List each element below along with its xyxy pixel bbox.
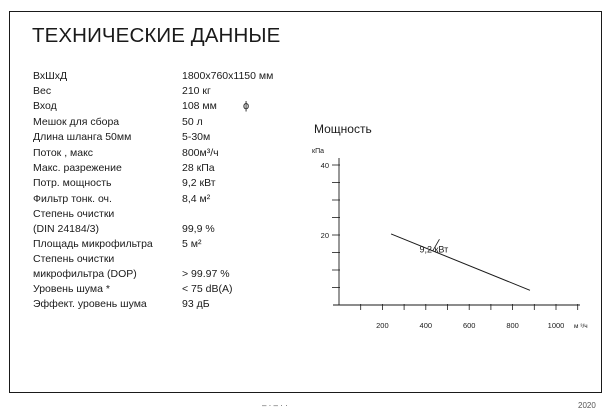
spec-label: Площадь микрофильтра [33,238,153,250]
power-chart [300,140,600,340]
spec-value: 50 л [182,116,203,128]
spec-label: Потр. мощность [33,177,112,189]
x-axis-label: м ³/ч [574,323,588,330]
spec-label: Макс. разрежение [33,162,122,174]
spec-label: Мешок для сбора [33,116,120,128]
spec-value: 93 дБ [182,298,210,310]
spec-label: Длина шланга 50мм [33,131,132,143]
spec-label: Уровень шума * [33,283,110,295]
spec-value: 8,4 м² [182,193,211,205]
y-tick-label: 40 [320,161,329,170]
spec-label: Степень очистки [33,253,115,265]
diameter-symbol: ϕ [243,100,250,112]
footer-fragment-left: – · – · · [262,401,288,410]
spec-label: ВхШхД [33,70,68,82]
spec-label: Вход [33,100,57,112]
spec-label: Вес [33,85,52,97]
spec-value: < 75 dB(A) [182,283,233,295]
y-tick-label: 20 [320,231,329,240]
spec-value: 800м³/ч [182,147,219,159]
page-title: ТЕХНИЧЕСКИЕ ДАННЫЕ [32,24,281,47]
power-curve [391,234,530,290]
annotation-label: 9,2 кВт [419,244,449,255]
y-axis-label: кПа [312,148,324,155]
spec-value: 5-30м [182,131,211,143]
x-tick-label: 400 [419,321,433,330]
footer-fragment-right: 2020 [578,401,596,410]
spec-value: 1800x760x1150 мм [182,70,274,82]
spec-label: Эффект. уровень шума [33,298,147,310]
spec-value: 28 кПа [182,162,215,174]
spec-value: 9,2 кВт [182,177,216,189]
spec-label: Поток , макс [33,147,94,159]
spec-value: 5 м² [182,238,202,250]
spec-label: микрофильтра (DOP) [33,268,137,280]
x-tick-label: 800 [506,321,519,330]
x-tick-label: 1000 [547,321,565,330]
x-tick-label: 200 [376,321,389,330]
spec-label: Степень очистки [33,208,115,220]
x-tick-label: 600 [462,321,476,330]
chart-title: Мощность [314,122,372,136]
spec-value: 99,9 % [182,223,215,235]
spec-label: (DIN 24184/3) [33,223,99,235]
spec-value: 210 кг [182,85,211,97]
spec-label: Фильтр тонк. оч. [33,193,112,205]
spec-value: > 99.97 % [182,268,230,280]
spec-value: 108 мм [182,100,217,112]
